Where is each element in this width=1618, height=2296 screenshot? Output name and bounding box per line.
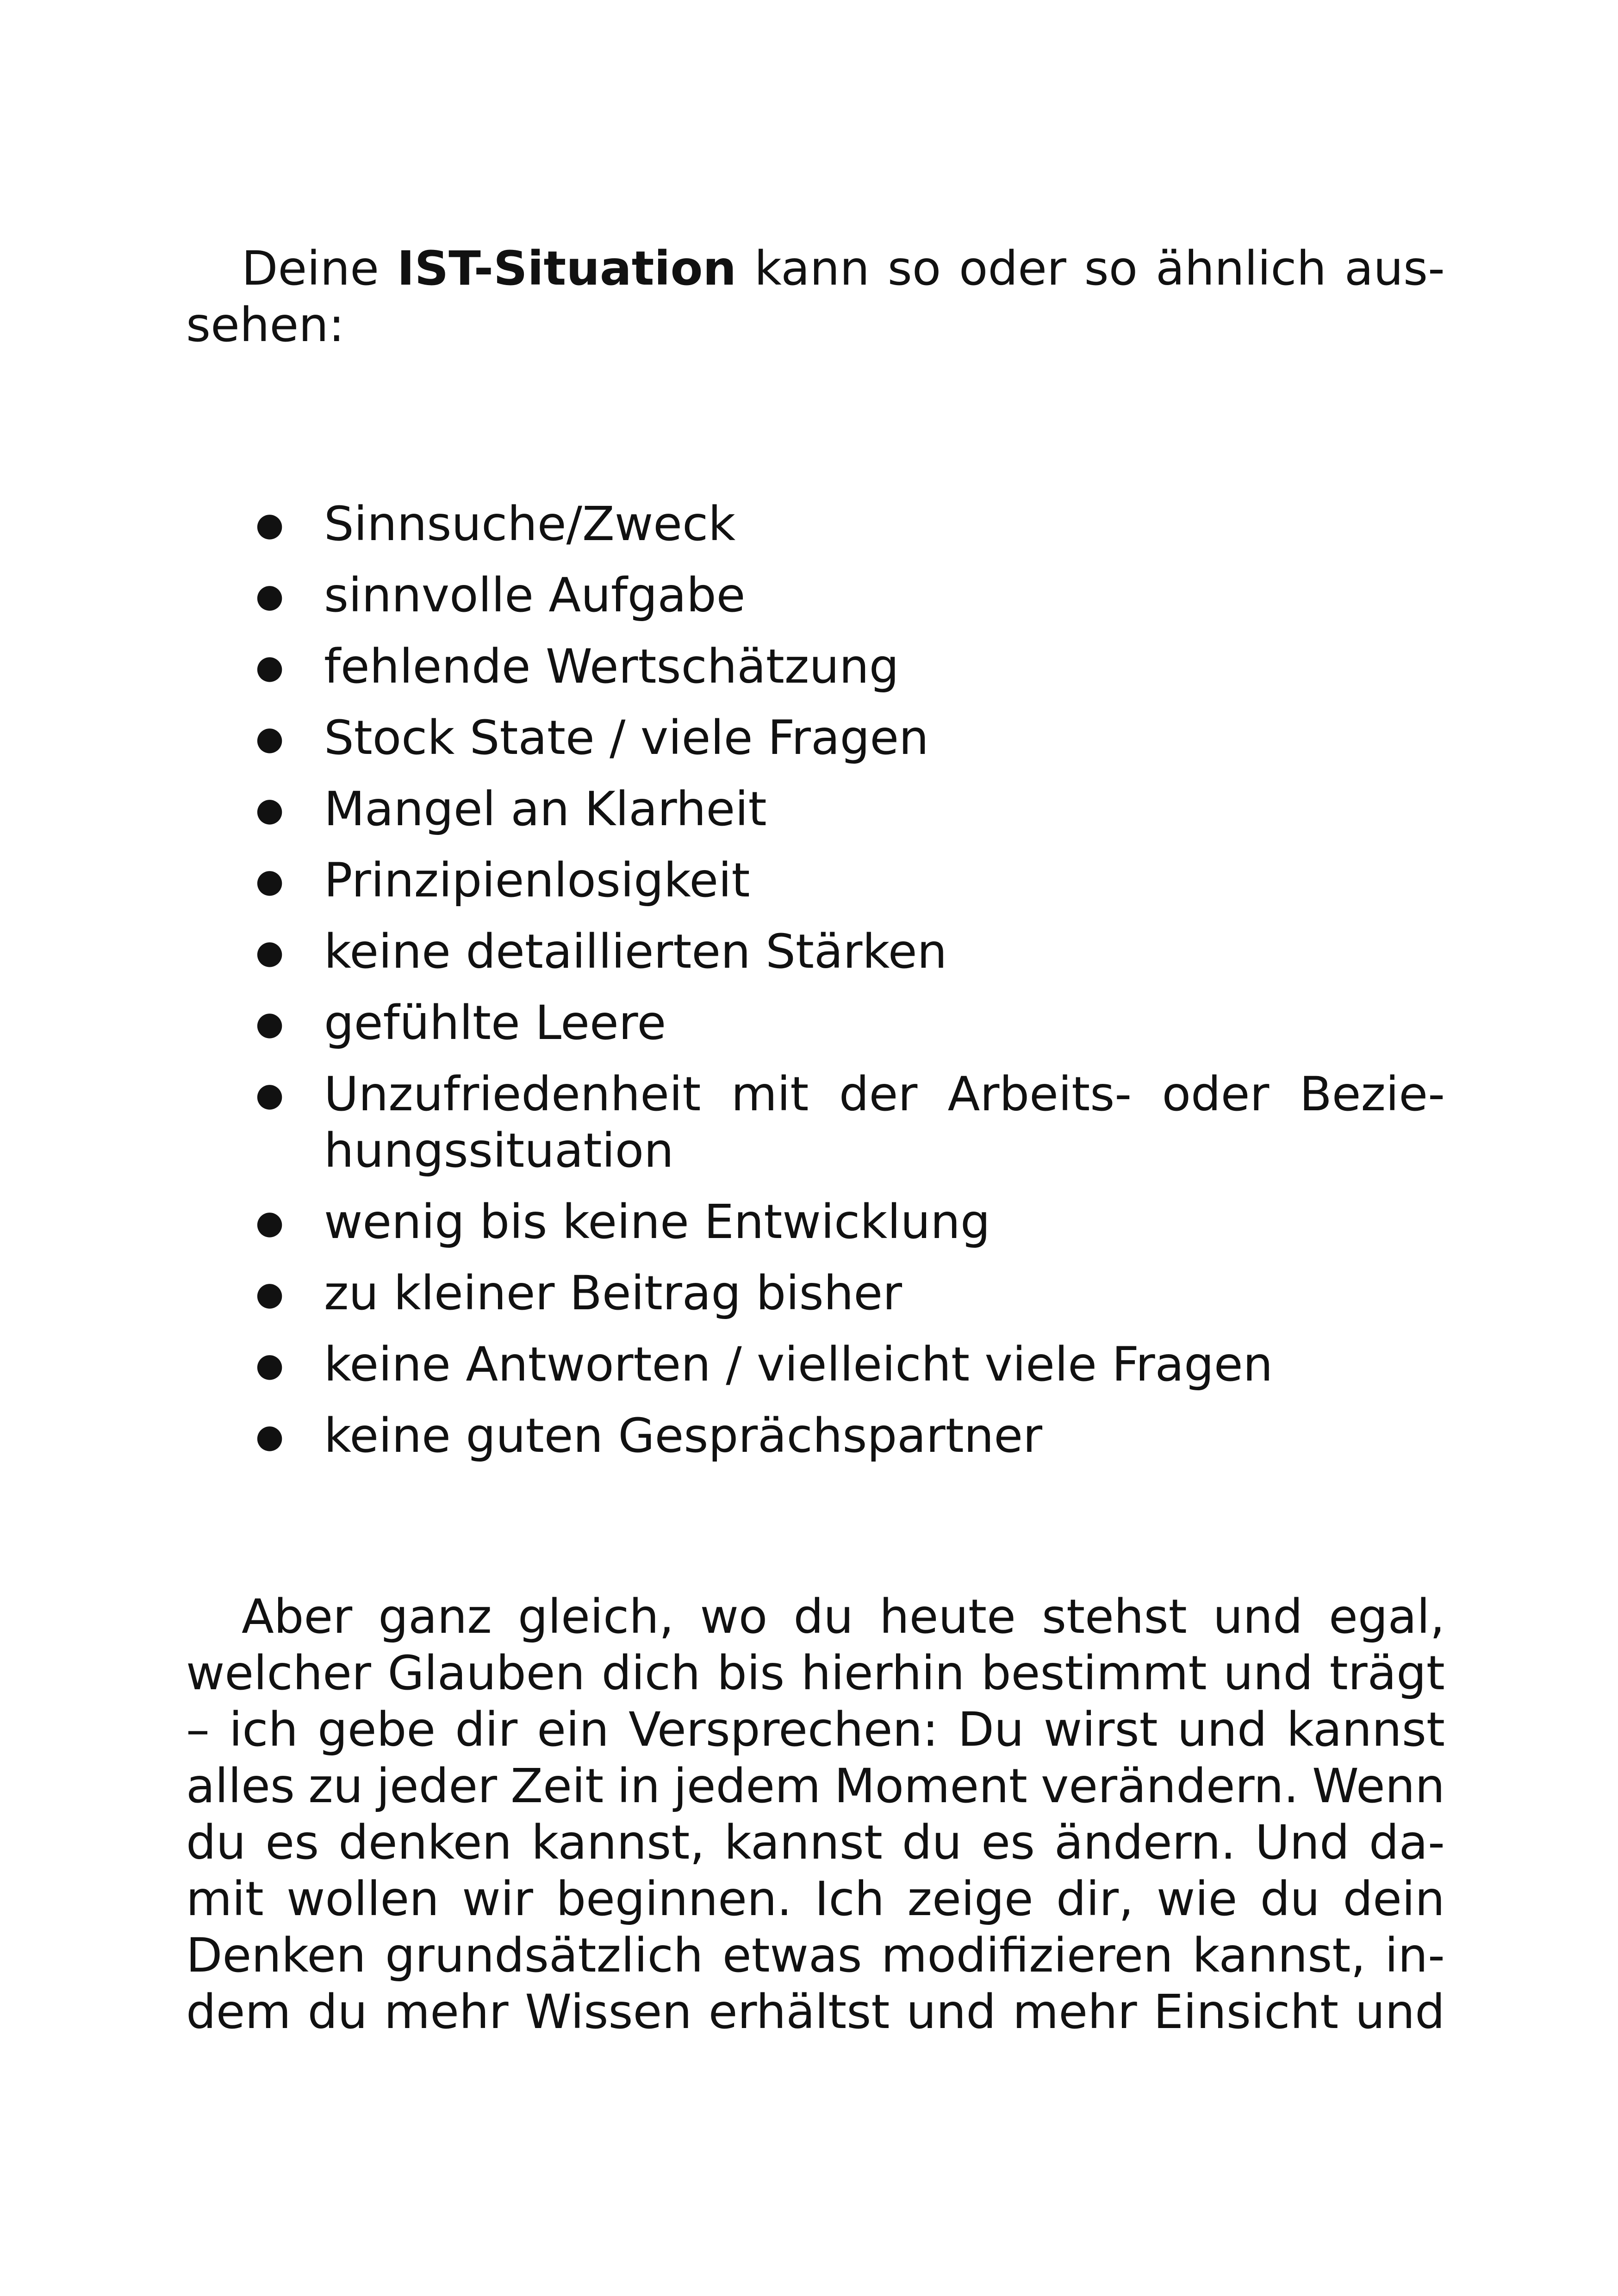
paragraph-word: bis xyxy=(717,1646,785,1701)
paragraph-word: egal, xyxy=(1329,1589,1445,1644)
paragraph-word: ich xyxy=(229,1702,299,1757)
paragraph-word: gebe xyxy=(317,1702,436,1757)
paragraph-word: wie xyxy=(1156,1872,1238,1927)
paragraph-word: Einsicht xyxy=(1153,1985,1339,2040)
list-item-word: Arbeits- xyxy=(947,1067,1132,1122)
list-item-word: Unzufriedenheit xyxy=(324,1067,701,1122)
paragraph-word: bestimmt xyxy=(981,1646,1207,1701)
bullet-icon: ● xyxy=(255,505,284,543)
paragraph-word: verändern. xyxy=(1040,1759,1299,1814)
paragraph-line xyxy=(186,1871,1445,1928)
bullet-icon: ● xyxy=(255,1275,284,1313)
list-item-word: oder xyxy=(1162,1067,1270,1122)
paragraph-word: zu xyxy=(308,1759,363,1814)
bullet-icon: ● xyxy=(255,1346,284,1384)
paragraph-word: jedem xyxy=(673,1759,821,1814)
paragraph-word: kannst, xyxy=(531,1815,705,1870)
list-item-word: der xyxy=(839,1067,918,1122)
paragraph-word: dich xyxy=(601,1646,701,1701)
list-item xyxy=(186,639,1445,695)
paragraph-word: in xyxy=(617,1759,660,1814)
list-item xyxy=(186,1408,1445,1464)
paragraph-word: wollen xyxy=(286,1872,439,1927)
paragraph-word: und xyxy=(1177,1702,1267,1757)
paragraph-word: du xyxy=(793,1589,853,1644)
paragraph-word: heute xyxy=(879,1589,1016,1644)
paragraph-line xyxy=(186,1815,1445,1871)
paragraph-word: und xyxy=(1213,1589,1303,1644)
paragraph-word: kannst xyxy=(1286,1702,1445,1757)
bullet-icon: ● xyxy=(255,648,284,686)
paragraph-word: stehst xyxy=(1042,1589,1187,1644)
paragraph-word: und xyxy=(906,1985,996,2040)
paragraph-word: in- xyxy=(1385,1928,1445,1983)
paragraph-word: Du xyxy=(958,1702,1024,1757)
paragraph-word: mehr xyxy=(384,1985,509,2040)
list-item-text: keine Antworten / vielleicht viele Fragen xyxy=(324,1337,1273,1392)
paragraph-word: alles xyxy=(186,1759,295,1814)
paragraph-word: Glauben xyxy=(387,1646,585,1701)
paragraph-word: Moment xyxy=(834,1759,1027,1814)
paragraph-word: Aber xyxy=(242,1589,353,1644)
paragraph-word: Ich xyxy=(815,1872,885,1927)
paragraph-word: kannst xyxy=(724,1815,883,1870)
paragraph-word: Wenn xyxy=(1312,1759,1445,1814)
list-item-text xyxy=(324,1066,1445,1179)
paragraph-word: Versprechen: xyxy=(629,1702,939,1757)
bullet-icon: ● xyxy=(255,1203,284,1241)
paragraph-word: etwas xyxy=(722,1928,862,1983)
paragraph-word: da- xyxy=(1369,1815,1445,1870)
paragraph-word: grundsätzlich xyxy=(385,1928,703,1983)
intro-word: so xyxy=(1084,241,1138,296)
paragraph-word: wir xyxy=(462,1872,533,1927)
list-item xyxy=(186,496,1445,553)
list-item xyxy=(186,1066,1445,1179)
intro-word: ähnlich xyxy=(1155,241,1327,296)
body-paragraph xyxy=(186,1589,1445,2041)
list-item xyxy=(186,1265,1445,1322)
bullet-icon: ● xyxy=(255,1417,284,1455)
intro-line-1 xyxy=(186,241,1445,297)
paragraph-word: du xyxy=(307,1985,368,2040)
bullet-icon: ● xyxy=(255,790,284,828)
list-item-text: Prinzipienlosigkeit xyxy=(324,853,750,908)
list-item-word: mit xyxy=(731,1067,809,1122)
paragraph-word: kannst, xyxy=(1192,1928,1366,1983)
paragraph-word: du xyxy=(186,1815,246,1870)
intro-word: Deine xyxy=(242,241,380,296)
paragraph-line xyxy=(186,1984,1445,2041)
list-item xyxy=(186,995,1445,1052)
paragraph-word: erhältst xyxy=(708,1985,890,2040)
paragraph-word: welcher xyxy=(186,1646,371,1701)
intro-word: so xyxy=(887,241,941,296)
paragraph-word: mehr xyxy=(1012,1985,1137,2040)
paragraph-word: dem xyxy=(186,1985,291,2040)
intro-word: aus- xyxy=(1344,241,1445,296)
paragraph-word: dir, xyxy=(1056,1872,1134,1927)
paragraph-word: und xyxy=(1355,1985,1445,2040)
list-item xyxy=(186,1194,1445,1251)
paragraph-word: Zeit xyxy=(510,1759,604,1814)
paragraph-word: Denken xyxy=(186,1928,366,1983)
paragraph-word: du xyxy=(902,1815,962,1870)
list-item-text: Sinnsuche/Zweck xyxy=(324,497,736,552)
bullet-icon: ● xyxy=(255,933,284,971)
paragraph-word: beginnen. xyxy=(556,1872,792,1927)
intro-line-2: sehen: xyxy=(186,298,345,353)
intro-word: oder xyxy=(959,241,1066,296)
paragraph-word: wo xyxy=(700,1589,768,1644)
list-item-text: sinnvolle Aufgabe xyxy=(324,568,746,623)
paragraph-word: denken xyxy=(338,1815,512,1870)
list-item-text: keine guten Gesprächspartner xyxy=(324,1408,1043,1463)
paragraph-word: mit xyxy=(186,1872,264,1927)
paragraph-word: du xyxy=(1260,1872,1320,1927)
paragraph-word: es xyxy=(265,1815,319,1870)
intro-word: kann xyxy=(754,241,870,296)
list-item xyxy=(186,781,1445,838)
paragraph-line xyxy=(186,1645,1445,1702)
paragraph-word: dein xyxy=(1343,1872,1445,1927)
paragraph-word: ganz xyxy=(378,1589,492,1644)
list-item-line-1 xyxy=(324,1066,1445,1123)
list-item xyxy=(186,710,1445,766)
list-item-text: keine detaillierten Stärken xyxy=(324,924,947,979)
list-item-text: Mangel an Klarheit xyxy=(324,782,767,837)
paragraph-line xyxy=(186,1589,1445,1645)
paragraph-word: es xyxy=(981,1815,1035,1870)
list-item-text: Stock State / viele Fragen xyxy=(324,710,929,765)
list-item-text: wenig bis keine Entwicklung xyxy=(324,1195,990,1250)
bullet-list xyxy=(186,496,1445,1464)
paragraph-word: hierhin xyxy=(801,1646,965,1701)
intro-paragraph xyxy=(186,241,1445,354)
bullet-icon: ● xyxy=(255,862,284,900)
paragraph-word: trägt xyxy=(1329,1646,1445,1701)
list-item-text: fehlende Wertschätzung xyxy=(324,639,899,694)
paragraph-word: gleich, xyxy=(518,1589,674,1644)
list-item-word: Bezie- xyxy=(1299,1067,1445,1122)
list-item xyxy=(186,567,1445,624)
bullet-icon: ● xyxy=(255,1004,284,1042)
bullet-icon: ● xyxy=(255,577,284,615)
list-item xyxy=(186,852,1445,909)
paragraph-word: ändern. xyxy=(1054,1815,1236,1870)
list-item xyxy=(186,924,1445,980)
bullet-icon: ● xyxy=(255,719,284,757)
paragraph-word: wirst xyxy=(1043,1702,1158,1757)
paragraph-line xyxy=(186,1702,1445,1758)
paragraph-line xyxy=(186,1928,1445,1984)
list-item-line-2: hungssituation xyxy=(324,1123,674,1178)
paragraph-word: jeder xyxy=(376,1759,498,1814)
list-item-text: zu kleiner Beitrag bisher xyxy=(324,1266,902,1321)
list-item xyxy=(186,1337,1445,1393)
paragraph-line xyxy=(186,1758,1445,1815)
paragraph-word: und xyxy=(1223,1646,1313,1701)
paragraph-word: ein xyxy=(537,1702,610,1757)
paragraph-word: zeige xyxy=(907,1872,1033,1927)
paragraph-word: Und xyxy=(1255,1815,1350,1870)
paragraph-word: dir xyxy=(455,1702,518,1757)
paragraph-word: – xyxy=(186,1702,210,1757)
paragraph-word: Wissen xyxy=(525,1985,692,2040)
paragraph-word: modifizieren xyxy=(881,1928,1173,1983)
list-item-text: gefühlte Leere xyxy=(324,996,666,1051)
intro-bold-term: IST-Situation xyxy=(397,241,737,296)
bullet-icon: ● xyxy=(255,1076,284,1114)
